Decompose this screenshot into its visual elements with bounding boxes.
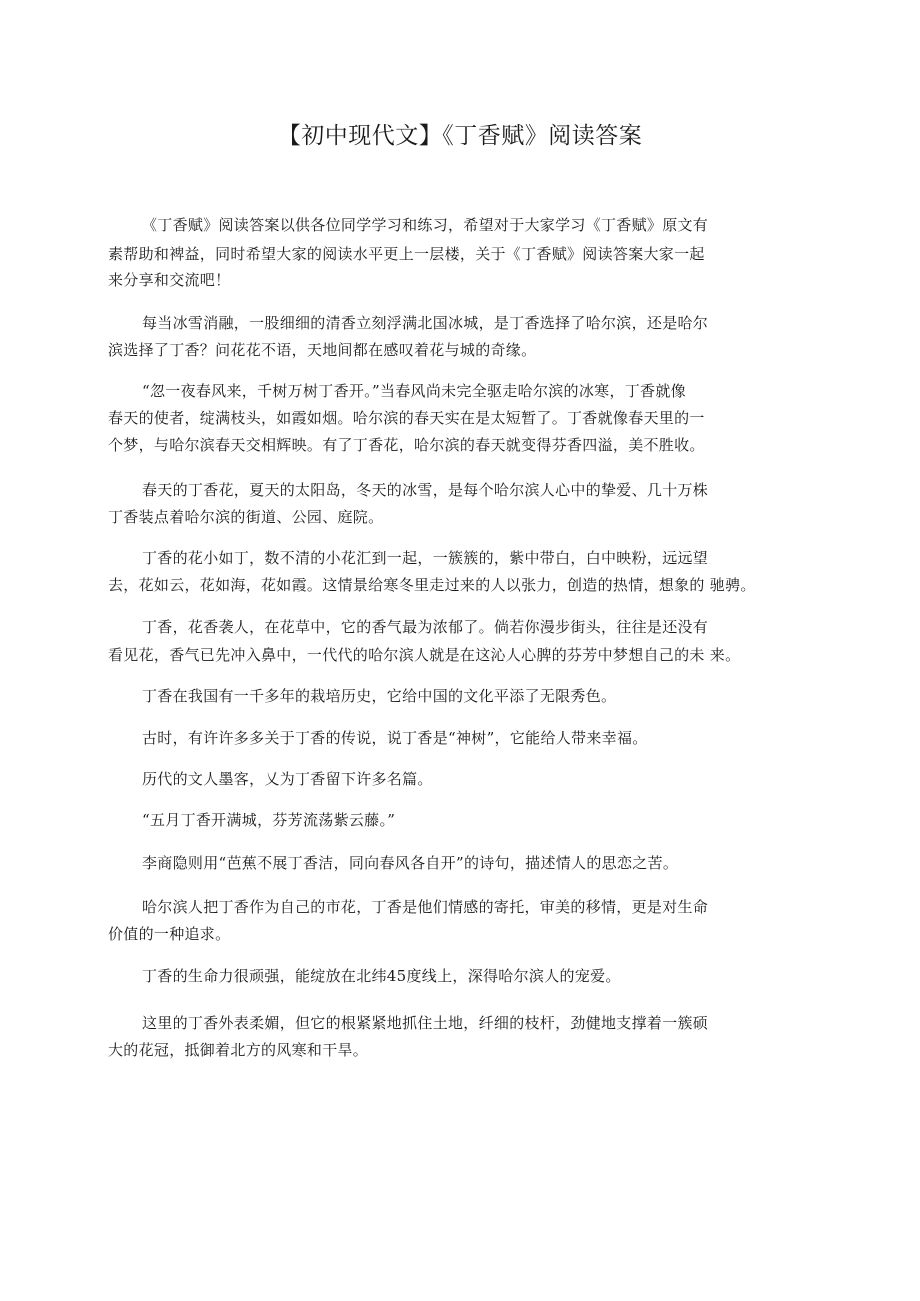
paragraph-13: 丁香的生命力很顽强，能绽放在北纬45度线上，深得哈尔滨人的宠爱。: [142, 967, 621, 985]
paragraph-1-line-3: 来分享和交流吧！: [108, 271, 231, 289]
paragraph-1-line-1: 《丁香赋》阅读答案以供各位同学学习和练习，希望对于大家学习《丁香赋》原文有: [142, 216, 709, 234]
paragraph-7: 丁香在我国有一千多年的栽培历史，它给中国的文化平添了无限秀色。: [142, 687, 617, 705]
paragraph-10: “五月丁香开满城，芬芳流荡紫云藤。”: [142, 811, 396, 829]
paragraph-12-line-1: 哈尔滨人把丁香作为自己的市花，丁香是他们情感的寄托，审美的移情，更是对生命: [142, 898, 709, 916]
paragraph-1-line-2: 素帮助和裨益，同时希望大家的阅读水平更上一层楼，关于《丁香赋》阅读答案大家一起: [108, 245, 705, 263]
paragraph-5-line-2: 去，花如云，花如海，花如霞。这情景给寒冬里走过来的人以张力，创造的热情，想象的 驰骋。: [108, 576, 756, 594]
paragraph-3-line-3: 个梦，与哈尔滨春天交相辉映。有了丁香花，哈尔滨的春天就变得芬香四溢，美不胜收。: [108, 436, 705, 454]
paragraph-3-line-2: 春天的使者，绽满枝头，如霞如烟。哈尔滨的春天实在是太短暂了。丁香就像春天里的一: [108, 409, 705, 427]
paragraph-14-line-1: 这里的丁香外表柔媚，但它的根紧紧地抓住土地，纤细的枝杆，劲健地支撑着一簇硕: [142, 1014, 709, 1032]
paragraph-11: 李商隐则用“芭蕉不展丁香洁，同向春风各自开”的诗句，描述情人的思恋之苦。: [142, 854, 679, 872]
paragraph-5-line-1: 丁香的花小如丁，数不清的小花汇到一起，一簇簇的，紫中带白，白中映粉，远远望: [142, 549, 709, 567]
paragraph-4-line-1: 春天的丁香花，夏天的太阳岛，冬天的冰雪，是每个哈尔滨人心中的挚爱、几十万株: [142, 481, 709, 499]
paragraph-6-line-2: 看见花，香气已先冲入鼻中，一代代的哈尔滨人就是在这沁人心脾的芬芳中梦想自己的未 来。: [108, 646, 741, 664]
paragraph-3-line-1: “忽一夜春风来，千树万树丁香开。”当春风尚未完全驱走哈尔滨的冰寒，丁香就像: [142, 382, 686, 400]
paragraph-6-line-1: 丁香，花香袭人，在花草中，它的香气最为浓郁了。倘若你漫步街头，往往是还没有: [142, 618, 709, 636]
paragraph-8: 古时，有许许多多关于丁香的传说，说丁香是“神树”，它能给人带来幸福。: [142, 729, 648, 747]
paragraph-14-line-2: 大的花冠，抵御着北方的风寒和干旱。: [108, 1041, 369, 1059]
paragraph-2-line-2: 滨选择了丁香？问花花不语，天地间都在感叹着花与城的奇缘。: [108, 341, 537, 359]
paragraph-12-line-2: 价值的一种追求。: [108, 925, 231, 943]
paragraph-9: 历代的文人墨客，乂为丁香留下许多名篇。: [142, 770, 433, 788]
document-title: 【初中现代文】《丁香赋》阅读答案: [277, 123, 643, 149]
paragraph-2-line-1: 每当冰雪消融，一股细细的清香立刻浮满北国冰城，是丁香选择了哈尔滨，还是哈尔: [142, 314, 709, 332]
paragraph-4-line-2: 丁香装点着哈尔滨的街道、公园、庭院。: [108, 508, 384, 526]
